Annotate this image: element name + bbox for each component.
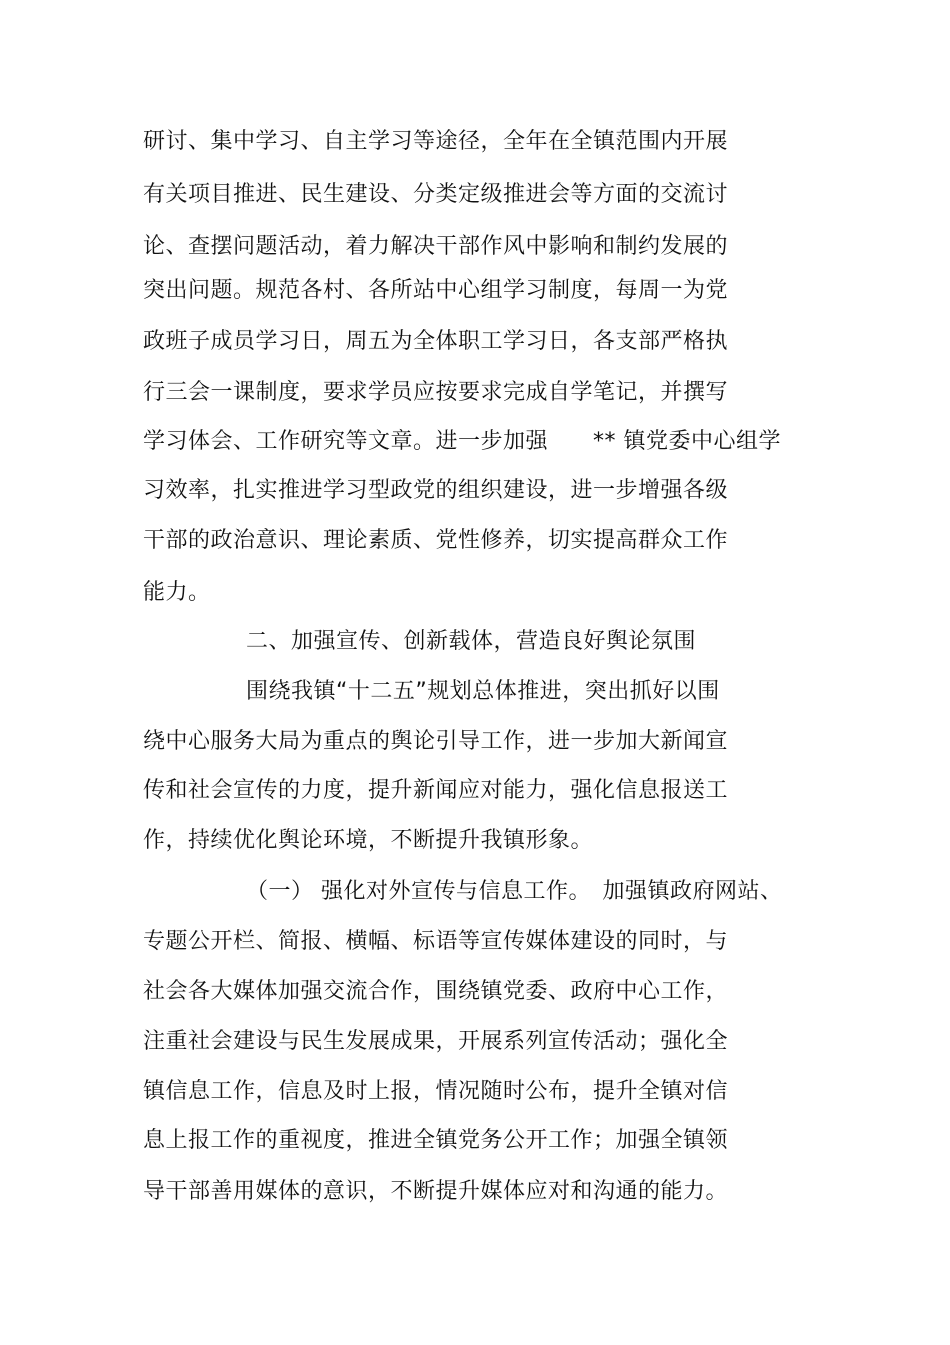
- body-line-8: 习效率，扎实推进学习型政党的组织建设，进一步增强各级: [143, 478, 729, 503]
- subsection-heading: （一） 强化对外宣传与信息工作。 加强镇政府网站、: [246, 879, 783, 904]
- body-line-15: 专题公开栏、简报、横幅、标语等宣传媒体建设的同时，与: [143, 929, 729, 954]
- body-line-16: 社会各大媒体加强交流合作，围绕镇党委、政府中心工作，: [143, 979, 729, 1004]
- body-line-20: 导干部善用媒体的意识，不断提升媒体应对和沟通的能力。: [143, 1179, 729, 1204]
- body-line-1: 研讨、集中学习、自主学习等途径，全年在全镇范围内开展: [143, 129, 729, 154]
- body-line-11: 围绕我镇“十二五”规划总体推进，突出抓好以围: [246, 679, 720, 704]
- body-line-13: 传和社会宣传的力度，提升新闻应对能力，强化信息报送工: [143, 778, 729, 803]
- body-line-6: 行三会一课制度，要求学员应按要求完成自学笔记，并撰写: [143, 380, 729, 405]
- body-line-14: 作，持续优化舆论环境，不断提升我镇形象。: [143, 828, 594, 853]
- body-line-4: 突出问题。规范各村、各所站中心组学习制度，每周一为党: [143, 278, 729, 303]
- body-line-5: 政班子成员学习日，周五为全体职工学习日，各支部严格执: [143, 329, 729, 354]
- body-line-3: 论、查摆问题活动，着力解决干部作风中影响和制约发展的: [143, 234, 729, 259]
- body-line-2: 有关项目推进、民生建设、分类定级推进会等方面的交流讨: [143, 182, 729, 207]
- body-line-10: 能力。: [143, 580, 211, 605]
- body-line-17: 注重社会建设与民生发展成果，开展系列宣传活动；强化全: [143, 1029, 729, 1054]
- body-line-12: 绕中心服务大局为重点的舆论引导工作，进一步加大新闻宣: [143, 729, 729, 754]
- section-heading: 二、加强宣传、创新载体，营造良好舆论氛围: [246, 629, 697, 654]
- body-line-9: 干部的政治意识、理论素质、党性修养，切实提高群众工作: [143, 528, 729, 553]
- body-line-19: 息上报工作的重视度，推进全镇党务公开工作；加强全镇领: [143, 1128, 729, 1153]
- body-line-18: 镇信息工作，信息及时上报，情况随时公布，提升全镇对信: [143, 1079, 729, 1104]
- body-line-7: 学习体会、工作研究等文章。进一步加强 ** 镇党委中心组学: [143, 429, 781, 454]
